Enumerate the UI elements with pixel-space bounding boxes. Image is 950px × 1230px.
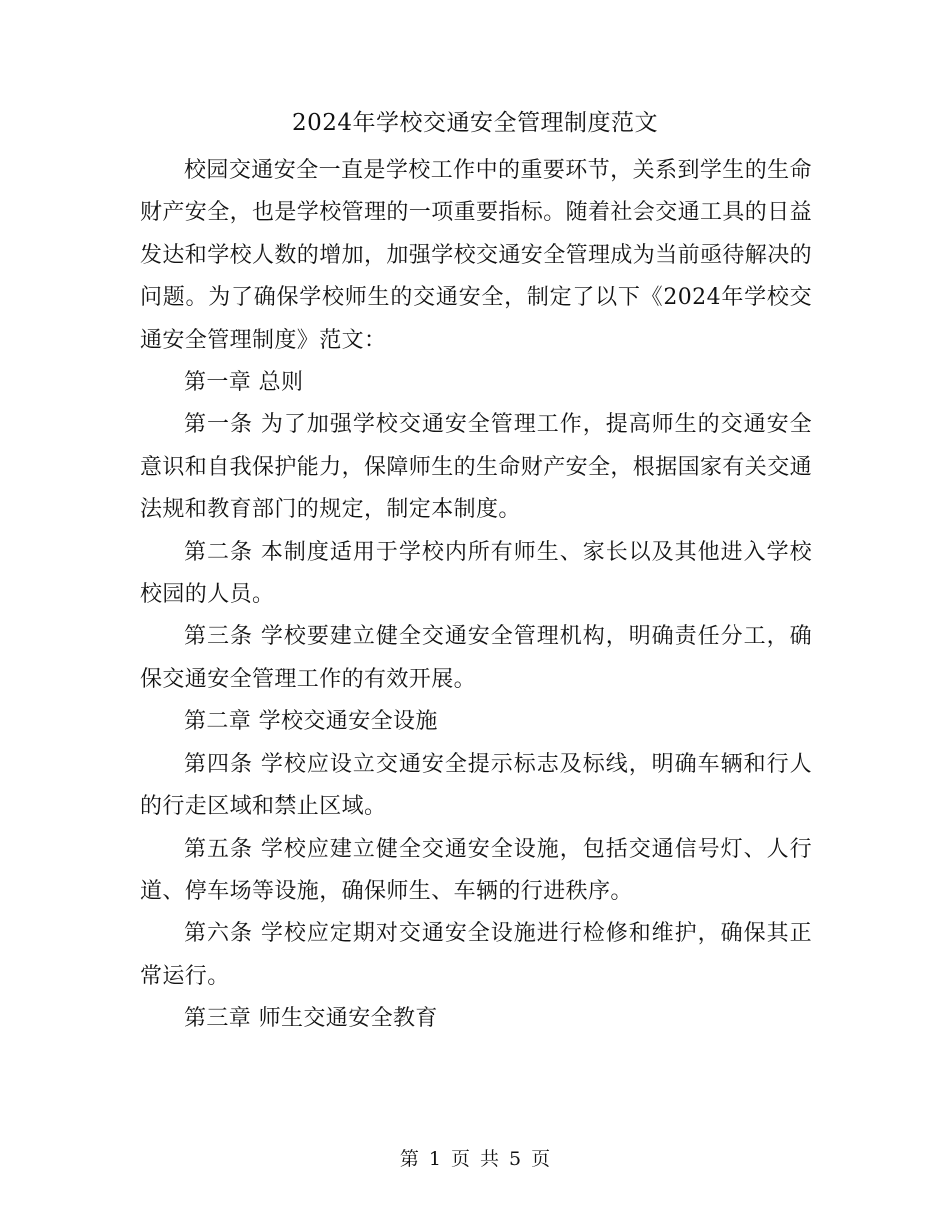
chapter-2-heading: 第二章 学校交通安全设施 [184,709,438,735]
intro-paragraph: 校园交通安全一直是学校工作中的重要环节，关系到学生的生命财产安全，也是学校管理的一项重要指标。随着社会交通工具的日益发达和学校人数的增加，加强学校交通安全管理成为当前亟待解决的问题。为了确保学校师生的交通安全，制定了以下《2024年学校交通安全管理制度》范文： [140,158,813,353]
article-4-paragraph: 第四条 学校应设立交通安全提示标志及标线，明确车辆和行人的行走区域和禁止区域。 [140,751,812,820]
article-1-paragraph: 第一条 为了加强学校交通安全管理工作，提高师生的交通安全意识和自我保护能力，保障师生的生命财产安全，根据国家有关交通法规和教育部门的规定，制定本制度。 [140,412,813,523]
document-title: 2024年学校交通安全管理制度范文 [291,110,659,136]
chapter-1-heading: 第一章 总则 [184,370,304,396]
article-2-paragraph: 第二条 本制度适用于学校内所有师生、家长以及其他进入学校校园的人员。 [140,539,812,608]
chapter-3-heading: 第三章 师生交通安全教育 [184,1006,438,1032]
article-3-paragraph: 第三条 学校要建立健全交通安全管理机构，明确责任分工，确保交通安全管理工作的有效开展。 [140,624,812,692]
page-footer: 第 1 页 共 5 页 [399,1148,551,1170]
article-6-paragraph: 第六条 学校应定期对交通安全设施进行检修和维护，确保其正常运行。 [140,921,812,989]
article-5-paragraph: 第五条 学校应建立健全交通安全设施，包括交通信号灯、人行道、停车场等设施，确保师生、车辆的行进秩序。 [140,836,812,904]
document-body [140,150,812,1041]
